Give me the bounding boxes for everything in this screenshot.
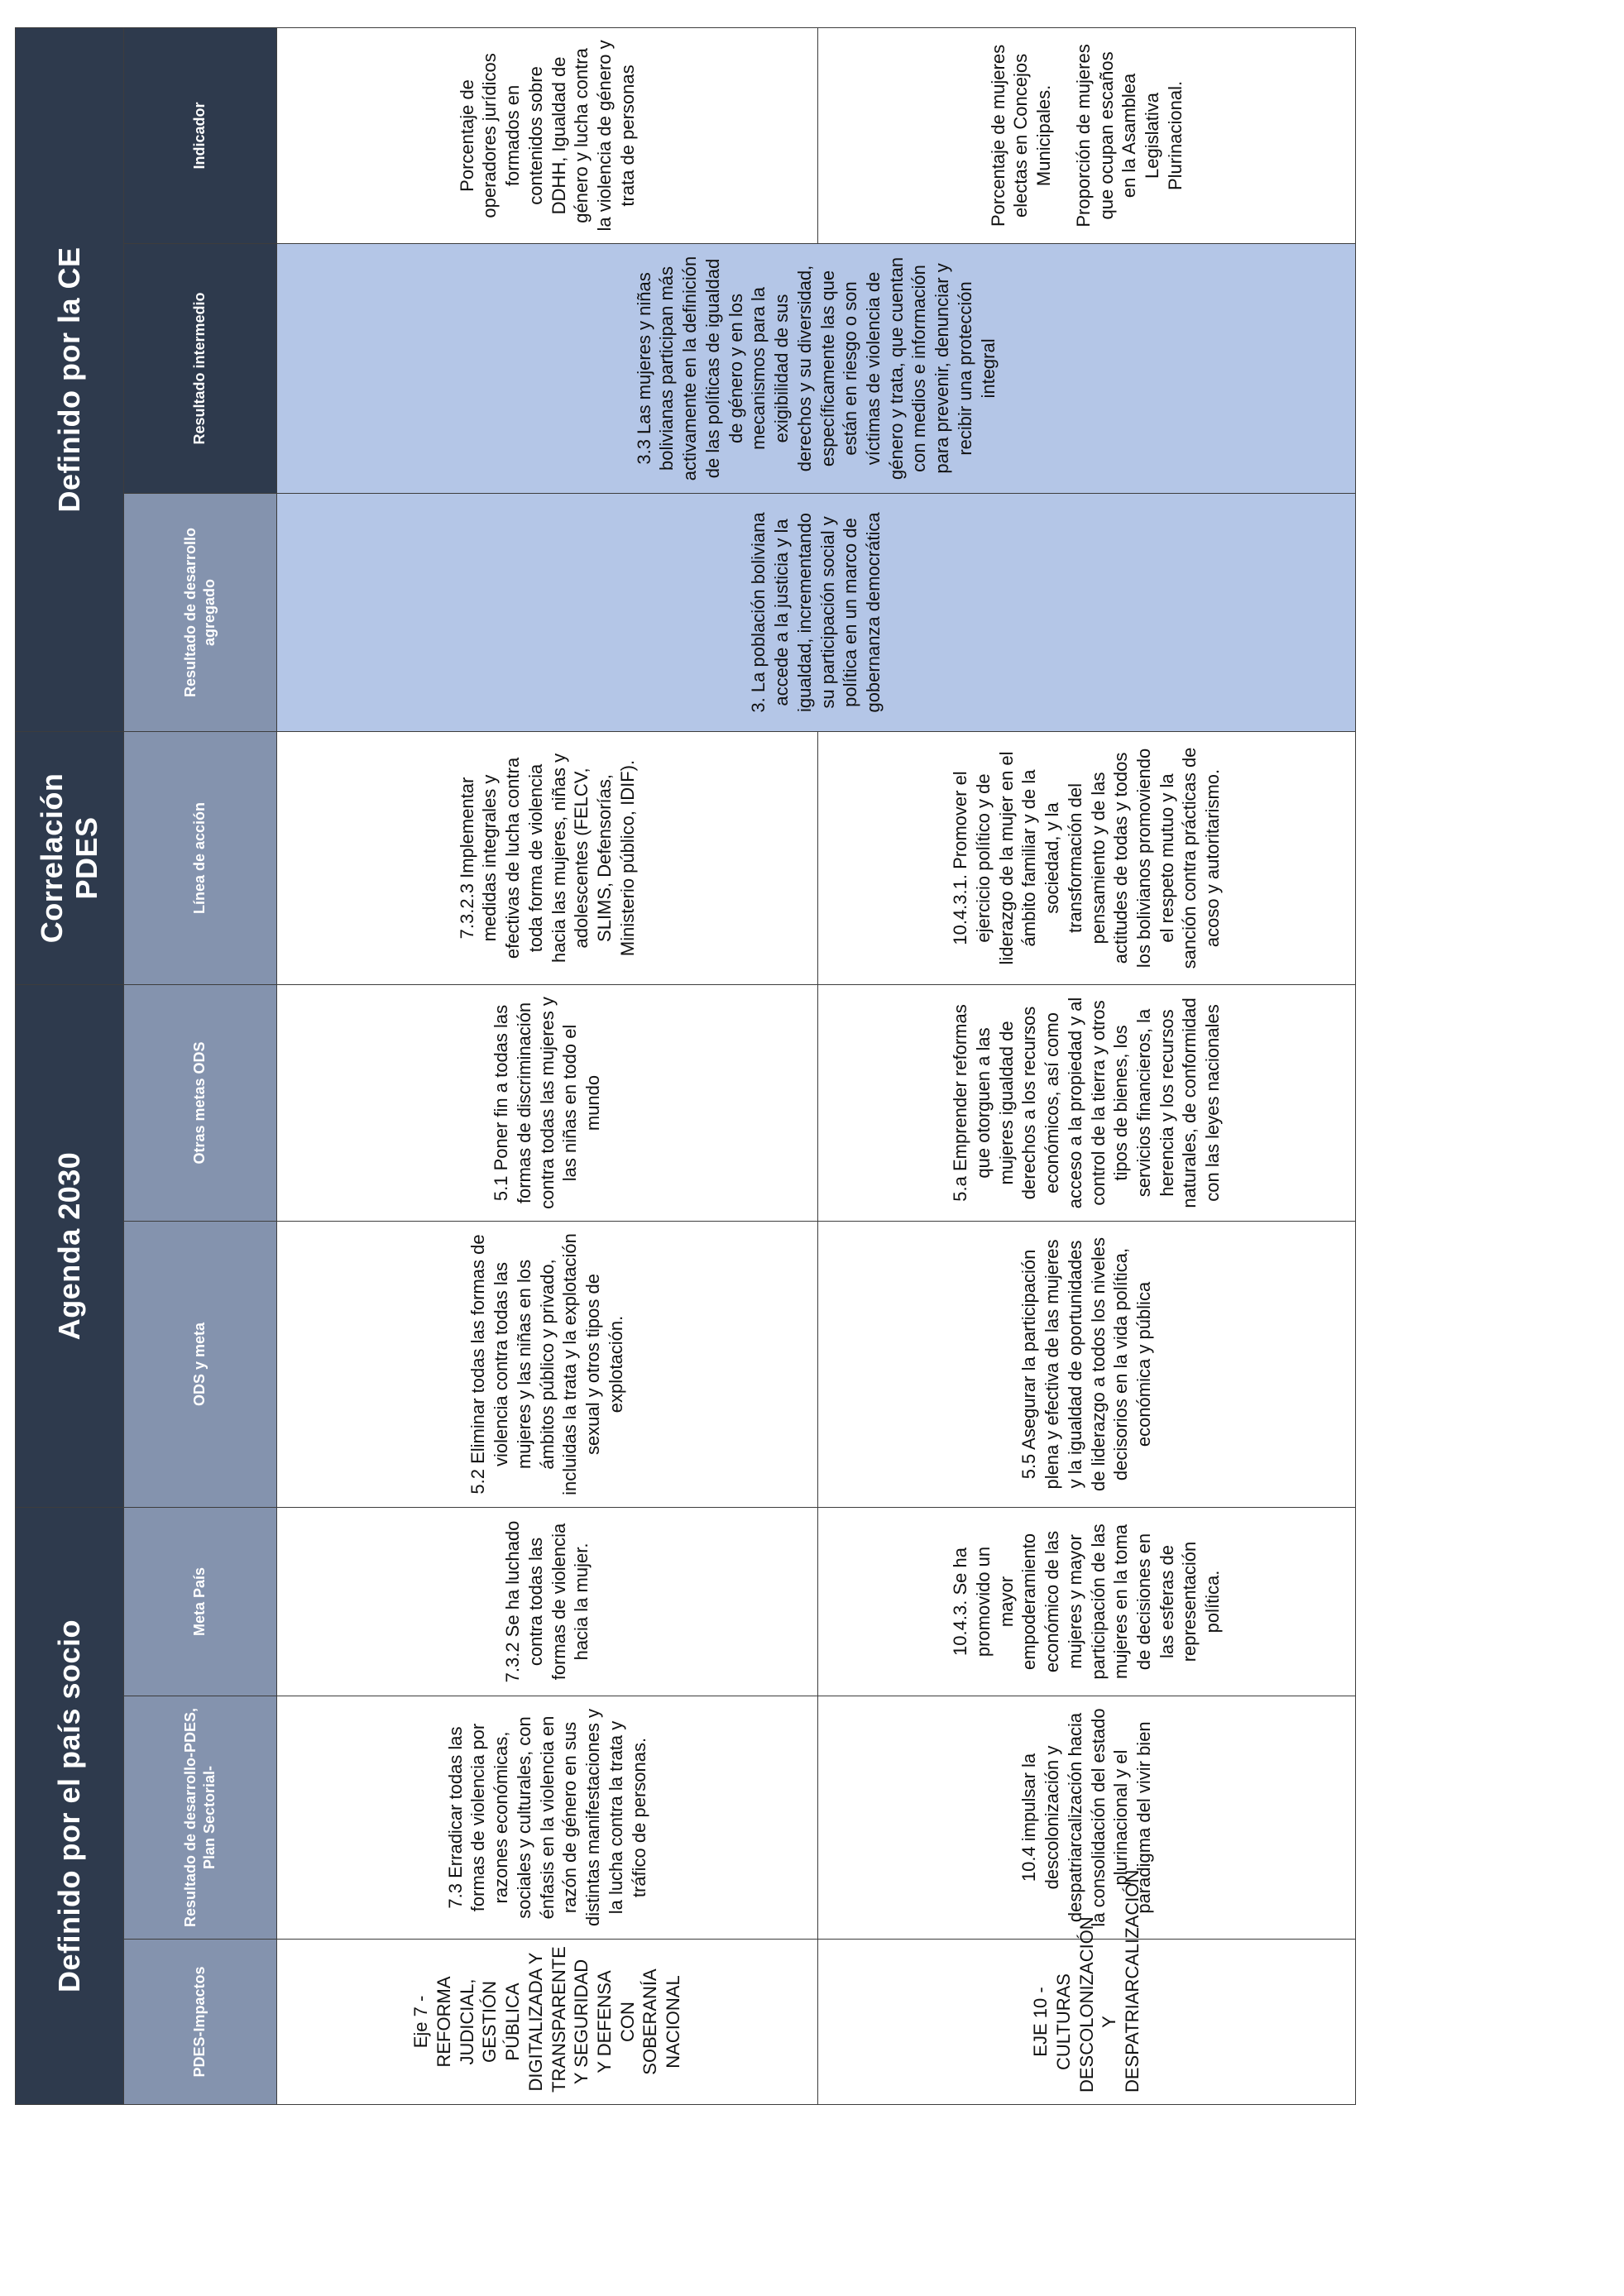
cell-indicador [818,27,1356,243]
col-indicador: Indicador [124,27,277,243]
cell-resultado-pdes: 7.3 Erradicar todas las formas de violencia por razones económicas, sociales y culturales, con énfasis en la violencia en razón de género en sus distintas manifestaciones y la lucha contra la trata y tráfico de personas. [277,1696,818,1940]
results-table [15,27,1356,2105]
col-resultado-intermedio: Resultado intermedio [124,243,277,493]
group-pais: Definido por el país socio [16,1507,124,2104]
cell-resultado-agregado: 3. La población boliviana accede a la justicia y la igualdad, incrementando su participación social y política en un marco de gobernanza democrática [277,493,1356,731]
col-resultado-pdes: Resultado de desarrollo-PDES, Plan Sectorial- [124,1696,277,1940]
cell-linea-accion: 10.4.3.1. Promover el ejercicio político y de liderazgo de la mujer en el ámbito familiar y de la sociedad, y la transformación del pensamiento y de las actitudes de todas y todos los bolivianos promoviendo el respeto mutuo y la sanción contra prácticas de acoso y autoritarismo. [818,731,1356,984]
cell-impactos: Eje 7 - REFORMA JUDICIAL, GESTIÓN PÚBLICA DIGITALIZADA Y TRANSPARENTE Y SEGURIDAD Y DEFENSA CON SOBERANÍA NACIONAL [277,1940,818,2105]
col-resultado-agregado: Resultado de desarrollo agregado [124,493,277,731]
col-impactos: PDES-Impactos [124,1940,277,2105]
col-ods-meta: ODS y meta [124,1221,277,1507]
cell-meta-pais: 7.3.2 Se ha luchado contra todas las formas de violencia hacia la mujer. [277,1507,818,1696]
table-row [277,27,818,2104]
group-ce: Definido por la CE [16,27,124,731]
column-header-row [124,27,277,2104]
indicador-text: Porcentaje de mujeres electas en Concejos Municipales. [987,44,1055,227]
cell-impactos: EJE 10 - CULTURAS DESCOLONIZACIÓN Y DESPATRIARCALIZACIÓN [818,1940,1356,2105]
cell-resultado-intermedio: 3.3 Las mujeres y niñas bolivianas participan más activamente en la definición de las políticas de igualdad de género y en los mecanismos para la exigibilidad de sus derechos y su diversidad, específicamente las que están en riesgo o son víctimas de violencia de género y trata, que cuentan con medios e información para prevenir, denunciar y recibir una protección integral [277,243,1356,493]
group-agenda: Agenda 2030 [16,984,124,1507]
col-linea-accion: Línea de acción [124,731,277,984]
group-pdes: Correlación PDES [16,731,124,984]
cell-linea-accion: 7.3.2.3 Implementar medidas integrales y efectivas de lucha contra toda forma de violencia hacia las mujeres, niñas y adolescentes (FELCV, SLIMS, Defensorías, Ministerio público, IDIF). [277,731,818,984]
cell-ods-meta: 5.5 Asegurar la participación plena y efectiva de las mujeres y la igualdad de oportunidades de liderazgo a todos los niveles decisorios en la vida política, económica y pública [818,1221,1356,1507]
cell-ods-meta: 5.2 Eliminar todas las formas de violencia contra todas las mujeres y las niñas en los ámbitos público y privado, incluidas la trata y la explotación sexual y otros tipos de explotación. [277,1221,818,1507]
indicador-text: Porcentaje de operadores jurídicos formados en contenidos sobre DDHH, Igualdad de género y lucha contra la violencia de género y trata de personas [456,40,638,232]
col-meta-pais: Meta País [124,1507,277,1696]
cell-indicador [277,27,818,243]
group-header-row [16,27,124,2104]
cell-meta-pais: 10.4.3. Se ha promovido un mayor empoderamiento económico de las mujeres y mayor participación de las mujeres en la toma de decisiones en las esferas de representación política. [818,1507,1356,1696]
cell-resultado-pdes: 10.4 impulsar la descolonización y despatriarcalización hacia la consolidación del estado plurinacional y el paradigma del vivir bien [818,1696,1356,1940]
col-otras-metas: Otras metas ODS [124,984,277,1221]
cell-otras-metas: 5.1 Poner fin a todas las formas de discriminación contra todas las mujeres y las niñas en todo el mundo [277,984,818,1221]
indicador-text: Proporción de mujeres que ocupan escaños en la Asamblea Legislativa Plurinacional. [1072,44,1186,227]
cell-otras-metas: 5.a Emprender reformas que otorguen a las mujeres igualdad de derechos a los recursos económicos, así como acceso a la propiedad y al control de la tierra y otros tipos de bienes, los servicios financieros, la herencia y los recursos naturales, de conformidad con las leyes nacionales [818,984,1356,1221]
